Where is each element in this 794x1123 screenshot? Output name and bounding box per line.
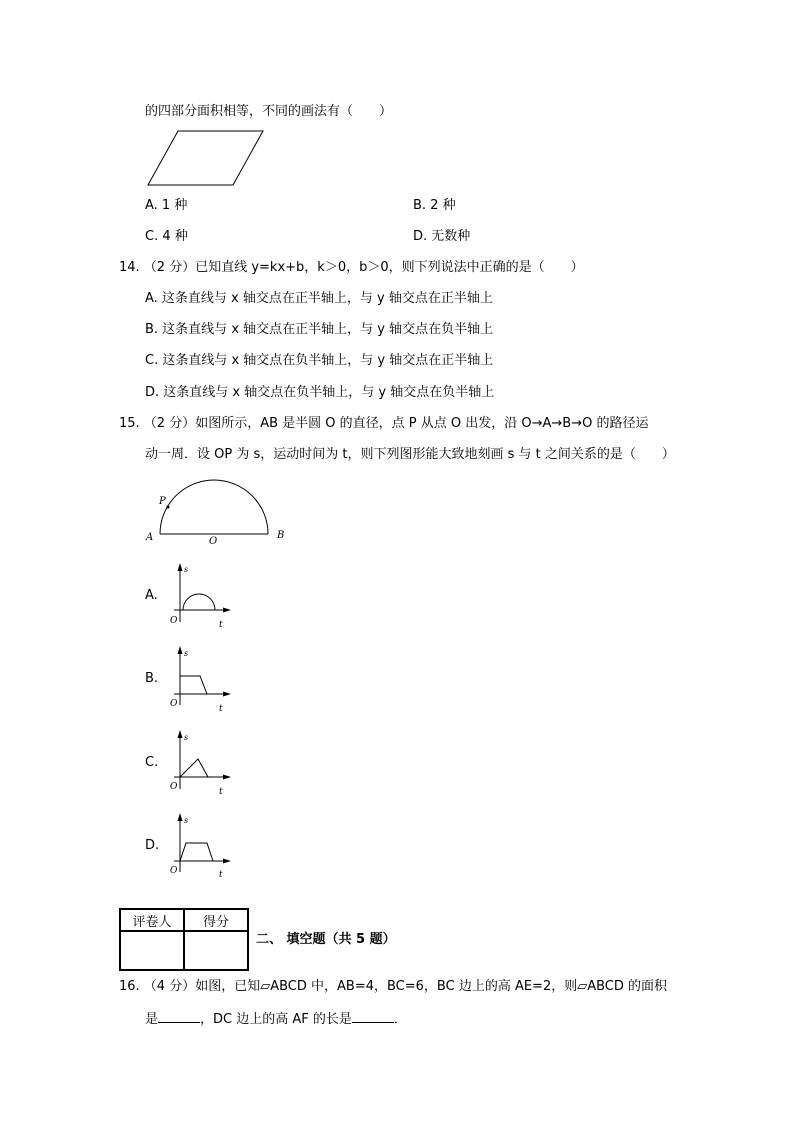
label-b: B — [277, 530, 285, 541]
q14-option-d: D. 这条直线与 x 轴交点在负半轴上，与 y 轴交点在负半轴上 — [145, 385, 495, 400]
q15-option-c-label: C. — [145, 755, 159, 770]
axis-t-label: t — [219, 787, 223, 797]
label-o: O — [209, 536, 218, 547]
q13-option-b: B. 2 种 — [413, 198, 456, 213]
q15-stem-line1: 15. （2 分）如图所示，AB 是半圆 O 的直径，点 P 从点 O 出发，沿 O→A→B→O 的路径运 — [119, 416, 649, 431]
label-a: A — [146, 532, 154, 543]
q14-option-c: C. 这条直线与 x 轴交点在负半轴上，与 y 轴交点在正半轴上 — [145, 353, 494, 368]
q16-blank-area[interactable] — [158, 1010, 200, 1023]
axis-s-label: s — [184, 733, 189, 742]
axis-origin-label: O — [170, 616, 178, 626]
q16-text-b: ，DC 边上的高 AF 的长是 — [200, 1012, 352, 1027]
score-table-grader-header: 评卷人 — [120, 909, 184, 931]
axis-t-label: t — [219, 704, 223, 714]
axis-s-label: s — [184, 649, 189, 658]
q15-option-d-label: D. — [145, 838, 160, 853]
q15-option-b-label: B. — [145, 671, 159, 686]
section-2-heading: 二、 填空题（共 5 题） — [256, 932, 396, 947]
q16-text-c: ． — [393, 1012, 407, 1027]
q15-option-a-label: A. — [145, 588, 158, 603]
q14-stem: 14. （2 分）已知直线 y=kx+b，k＞0，b＞0，则下列说法中正确的是（ ） — [119, 260, 584, 275]
q16-stem-line1: 16. （4 分）如图，已知▱ABCD 中，AB=4，BC=6，BC 边上的高 AE=2，则▱ABCD 的面积 — [119, 979, 668, 994]
q16-blank-height[interactable] — [352, 1010, 394, 1023]
score-table-score-header: 得分 — [184, 909, 248, 931]
label-p: P — [159, 496, 166, 507]
q13-stem-continuation: 的四部分面积相等，不同的画法有（ ） — [145, 104, 393, 119]
q14-option-b: B. 这条直线与 x 轴交点在正半轴上，与 y 轴交点在负半轴上 — [145, 322, 494, 337]
score-table-score-cell — [184, 931, 248, 970]
axis-origin-label: O — [170, 782, 178, 792]
q13-option-d: D. 无数种 — [413, 229, 471, 244]
q14-option-a: A. 这条直线与 x 轴交点在正半轴上，与 y 轴交点在正半轴上 — [145, 291, 493, 306]
axis-t-label: t — [219, 870, 223, 880]
q16-text-a: 是 — [145, 1012, 159, 1027]
axis-t-label: t — [219, 620, 223, 630]
q13-option-a: A. 1 种 — [145, 198, 188, 213]
q13-option-c: C. 4 种 — [145, 229, 188, 244]
q15-stem-line2: 动一周．设 OP 为 s，运动时间为 t，则下列图形能大致地刻画 s 与 t 之间关系的是（ ） — [145, 447, 675, 462]
score-table — [119, 908, 249, 971]
score-table-grader-cell — [120, 931, 184, 970]
q16-stem-line2 — [145, 1010, 407, 1029]
axis-s-label: s — [184, 816, 189, 825]
axis-origin-label: O — [170, 699, 178, 709]
axis-origin-label: O — [170, 866, 178, 876]
axis-s-label: s — [184, 565, 189, 574]
